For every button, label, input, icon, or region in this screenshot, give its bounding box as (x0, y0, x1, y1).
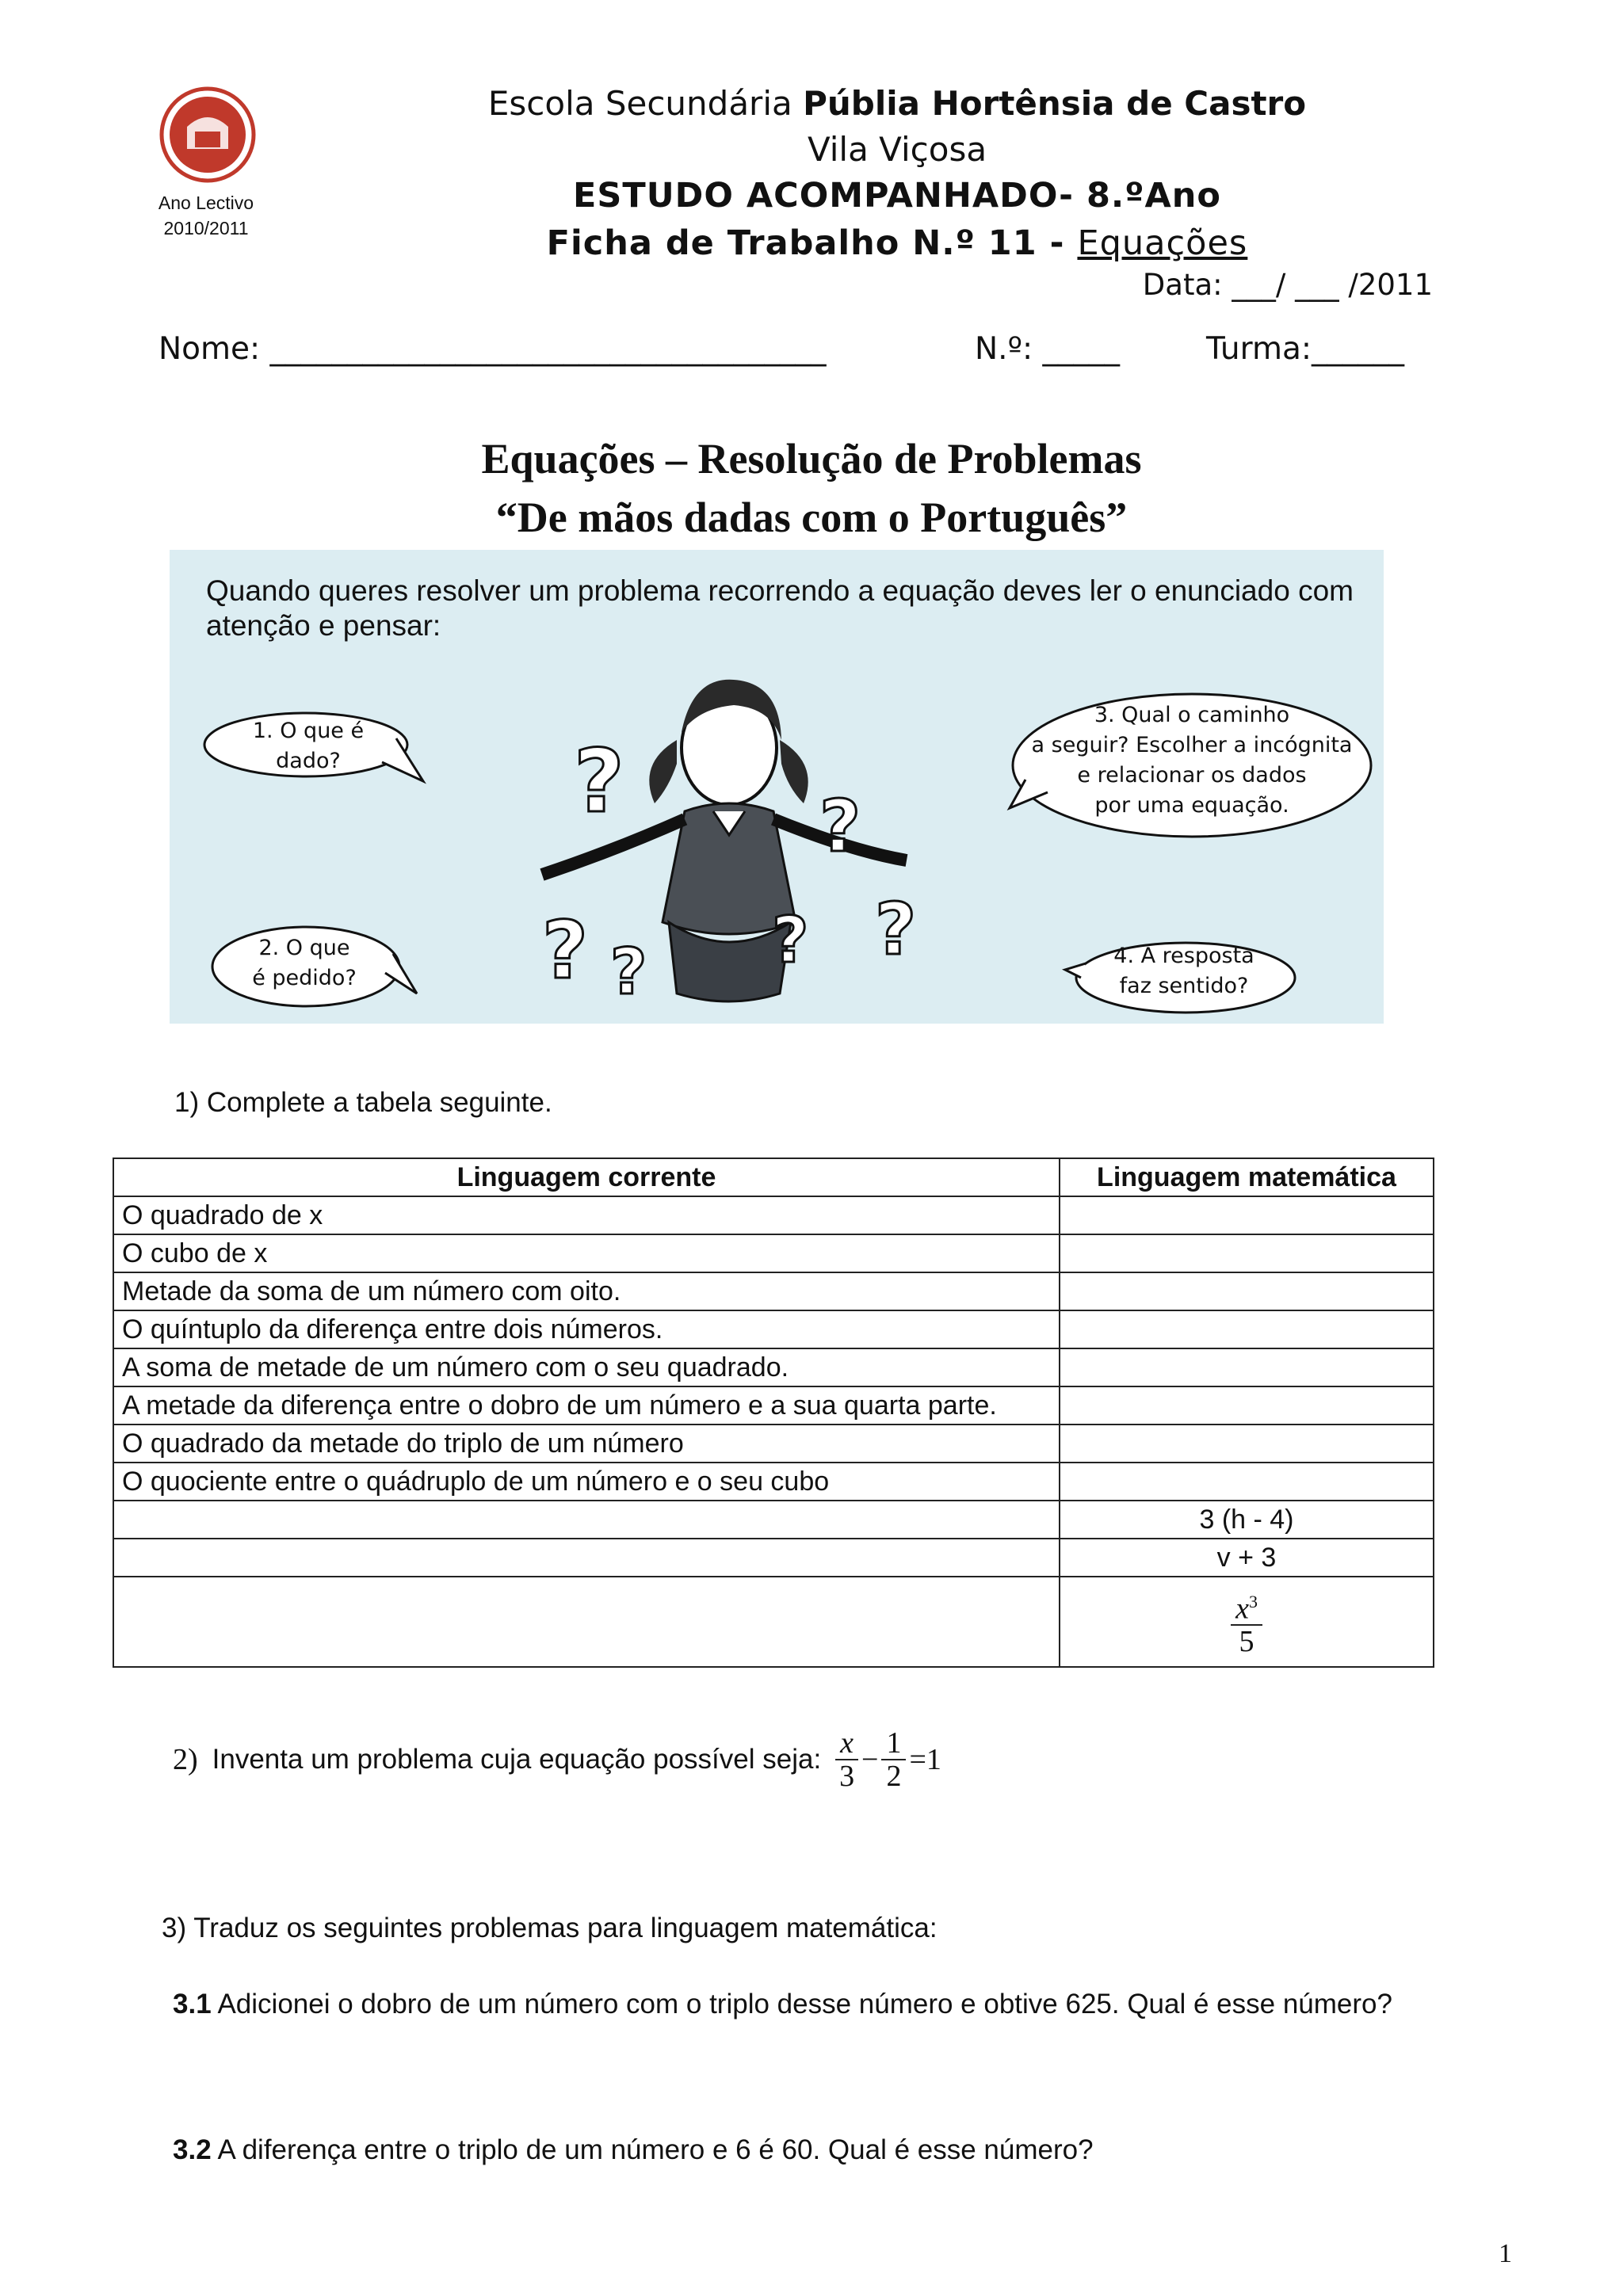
problem-3-1-number: 3.1 (173, 1989, 212, 2019)
school-line (444, 84, 1350, 123)
bubble-answer (1081, 941, 1287, 1001)
eq-b-den: 2 (886, 1760, 902, 1793)
answer-cell[interactable] (1060, 1234, 1434, 1272)
table-row (113, 1272, 1434, 1310)
svg-text:?: ? (574, 730, 624, 832)
math-expression: v + 3 (1060, 1539, 1434, 1577)
answer-cell[interactable] (1060, 1310, 1434, 1348)
question-2-text: Inventa um problema cuja equação possível seja: (212, 1744, 822, 1775)
bubble-asked (225, 933, 384, 994)
eq-minus: − (861, 1743, 879, 1776)
table-header-row (113, 1158, 1434, 1196)
school-prefix: Escola Secundária (487, 84, 792, 123)
col-header-math: Linguagem matemática (1060, 1158, 1434, 1196)
bubble-given: 1. O que é dado? (252, 719, 365, 773)
svg-text:?: ? (875, 888, 917, 971)
course-title: ESTUDO ACOMPANHADO- 8.ºAno (573, 176, 1221, 215)
svg-text:?: ? (542, 904, 589, 997)
year-value: 2010/2011 (163, 218, 249, 238)
answer-cell[interactable] (1060, 1386, 1434, 1425)
language-table (113, 1158, 1434, 1668)
equation (832, 1727, 941, 1792)
bubble-answer-line1: 4. A resposta (1113, 944, 1254, 968)
frac-denominator: 5 (1239, 1625, 1254, 1659)
main-title: Equações – Resolução de Problemas (481, 435, 1142, 482)
problem-3-1-text: Adicionei o dobro de um número com o triplo desse número e obtive 625. Qual é esse número? (217, 1989, 1392, 2019)
row-text: A metade da diferença entre o dobro de um número e a sua quarta parte. (113, 1386, 1060, 1425)
row-text: O quociente entre o quádruplo de um número e o seu cubo (113, 1463, 1060, 1501)
eq-a-num: x (835, 1727, 858, 1760)
col-header-common: Linguagem corrente (113, 1158, 1060, 1196)
math-expression: 3 (h - 4) (1060, 1501, 1434, 1539)
bubble-path-line4: por uma equação. (1094, 793, 1289, 818)
subtitle: “De mãos dadas com o Português” (495, 494, 1128, 541)
problem-3-1 (173, 1989, 1392, 2020)
table-row (113, 1196, 1434, 1234)
bubble-asked-line1: 2. O que (258, 936, 350, 960)
bubble-path-line3: e relacionar os dados (1077, 763, 1307, 788)
illustration-intro: Quando queres resolver um problema recorrendo a equação deves ler o enunciado com atenção e pensar: (206, 574, 1354, 642)
table-row (113, 1234, 1434, 1272)
problem-3-2 (173, 2134, 1094, 2166)
answer-cell[interactable] (113, 1501, 1060, 1539)
table-row (113, 1425, 1434, 1463)
table-row (113, 1386, 1434, 1425)
answer-cell[interactable] (113, 1577, 1060, 1667)
bubble-answer-line2: faz sentido? (1119, 974, 1249, 998)
answer-cell[interactable] (1060, 1272, 1434, 1310)
date-line: Data: ___/ ___ /2011 (1142, 268, 1433, 302)
row-text: Metade da soma de um número com oito. (113, 1272, 1060, 1310)
row-text: O quadrado da metade do triplo de um número (113, 1425, 1060, 1463)
sheet-topic: Equações (1077, 223, 1248, 263)
bubble-path-line2: a seguir? Escolher a incógnita (1031, 733, 1353, 757)
question-2 (173, 1716, 941, 1803)
school-logo (158, 86, 257, 184)
name-field[interactable]: Nome: ____________________________________ (158, 331, 827, 367)
school-name: Públia Hortênsia de Castro (803, 84, 1307, 123)
svg-text:?: ? (819, 785, 861, 868)
row-text: O quíntuplo da diferença entre dois números. (113, 1310, 1060, 1348)
answer-cell[interactable] (113, 1539, 1060, 1577)
number-field[interactable]: N.º: _____ (975, 331, 1120, 367)
frac-numerator: x (1235, 1592, 1249, 1626)
question-1: 1) Complete a tabela seguinte. (174, 1087, 552, 1118)
table-row (113, 1463, 1434, 1501)
frac-exponent: 3 (1248, 1591, 1258, 1611)
fraction-x-over-3 (835, 1727, 858, 1792)
town: Vila Viçosa (807, 130, 987, 169)
question-2-number: 2) (173, 1743, 198, 1776)
svg-text:?: ? (772, 903, 809, 977)
sheet-prefix: Ficha de Trabalho N.º 11 - (546, 223, 1065, 263)
page-number: 1 (1499, 2239, 1512, 2268)
school-year (119, 190, 293, 241)
math-fraction-cell (1060, 1577, 1434, 1667)
question-3: 3) Traduz os seguintes problemas para linguagem matemática: (162, 1913, 938, 1943)
answer-cell[interactable] (1060, 1348, 1434, 1386)
table-row (113, 1577, 1434, 1667)
table-row (113, 1310, 1434, 1348)
problem-3-2-number: 3.2 (173, 2134, 212, 2165)
svg-text:?: ? (610, 935, 647, 1009)
illustration-panel (170, 550, 1384, 1024)
row-text: O quadrado de x (113, 1196, 1060, 1234)
table-row (113, 1348, 1434, 1386)
sheet-title (444, 223, 1350, 263)
year-label-text: Ano Lectivo (158, 193, 254, 213)
eq-a-den: 3 (839, 1760, 855, 1793)
row-text: O cubo de x (113, 1234, 1060, 1272)
bubble-path-line1: 3. Qual o caminho (1094, 703, 1290, 727)
answer-cell[interactable] (1060, 1196, 1434, 1234)
row-text: A soma de metade de um número com o seu quadrado. (113, 1348, 1060, 1386)
answer-cell[interactable] (1060, 1463, 1434, 1501)
eq-rhs: =1 (909, 1743, 941, 1776)
bubble-asked-line2: é pedido? (252, 966, 357, 990)
fraction-x3-over-5 (1231, 1586, 1262, 1658)
answer-cell[interactable] (1060, 1425, 1434, 1463)
problem-3-2-text: A diferença entre o triplo de um número e 6 é 60. Qual é esse número? (217, 2134, 1094, 2165)
table-row (113, 1501, 1434, 1539)
table-row (113, 1539, 1434, 1577)
fraction-1-over-2 (881, 1727, 906, 1792)
class-field[interactable]: Turma:______ (1206, 331, 1404, 367)
eq-b-num: 1 (881, 1727, 906, 1760)
bubble-path (1025, 700, 1358, 821)
